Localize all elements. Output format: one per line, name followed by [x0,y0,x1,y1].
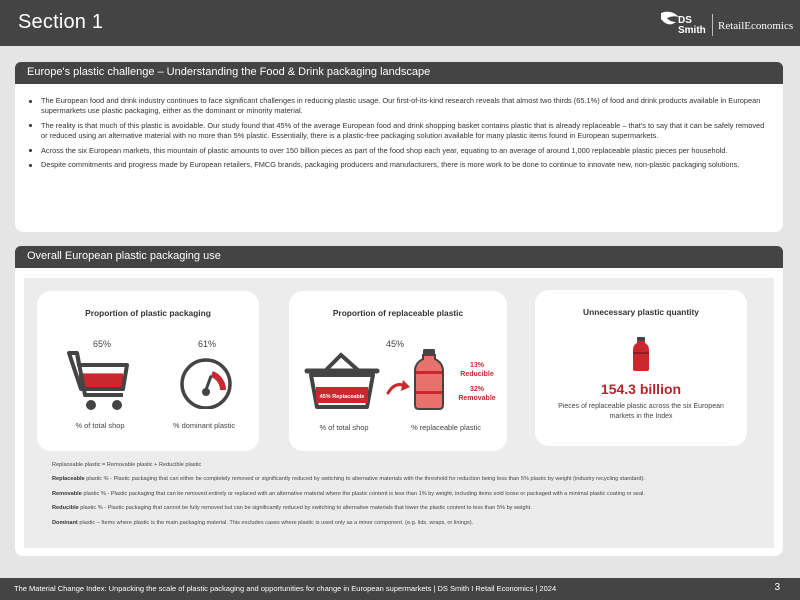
logo-divider [712,14,713,36]
intro-card-header [15,62,783,84]
unnecessary-plastic-description: Pieces of replaceable plastic across the six European markets in the Index [558,403,724,420]
cart-fill-level [79,373,123,389]
definition-text: plastic – Items where plastic is the main packaging material. This excludes cases where plastic is used only as a minor component. (e.g. lids, wraps, or linings). [77,519,474,526]
usage-heading: Overall European plastic packaging use [27,250,221,262]
unnecessary-plastic-tile [535,290,747,446]
definition-term: Replaceable [52,476,85,483]
plastic-bottle-icon [413,347,445,411]
intro-heading: Europe's plastic challenge – Understanding the Food & Drink packaging landscape [27,66,431,78]
definition-replaceable [52,476,772,483]
replaceable-proportion-tile [289,291,507,451]
definition-term: Removable [52,490,82,497]
definition-removable [52,491,772,498]
shopping-basket-icon [303,349,381,411]
replaceable-percent: 45% [386,339,405,349]
intro-bullet: Across the six European markets, this mountain of plastic amounts to over 150 billion pieces as part of the food shop each year, equating to an average of around 1,000 replaceable plastic pieces per household. [29,146,769,156]
gauge-icon [177,357,235,409]
tile-title: Proportion of plastic packaging [85,308,211,318]
dominant-plastic-caption: % dominant plastic [172,421,236,430]
shopping-cart-icon [67,351,133,413]
definition-dominant [52,520,772,527]
dominant-plastic-percent: 61% [198,339,217,349]
top-bar [0,0,800,46]
replaceable-plastic-caption: % replaceable plastic [411,423,481,432]
tile-title: Unnecessary plastic quantity [583,307,699,317]
intro-bullet: The reality is that much of this plastic is avoidable. Our study found that 45% of the average European food and drink shopping basket contains plastic that is already replaceable – that's to say that it can be safely removed or reduced using an alternative material with no more than 5% plastic. Essentially, there is a plastic-free packaging solution available for many plastic items found in European supermarkets. [29,121,769,142]
plastic-bottle-icon [632,336,650,372]
curved-arrow-icon [385,377,413,399]
intro-card [15,62,783,232]
page-number: 3 [774,582,780,593]
unnecessary-plastic-value: 154.3 billion [600,381,682,397]
reducible-label: 13% Reducible [460,362,494,378]
definition-text: plastic % - Plastic packaging that can either be completely removed or significantly reduced by switching to alternative materials with the threshold for reduction being less than 5% plastic by weight (industry recycling standard). [84,476,645,483]
total-shop-percent: 65% [93,339,112,349]
retail-economics-logo: RetailEconomics [718,20,794,32]
tile-title: Proportion of replaceable plastic [332,308,464,318]
total-shop-caption: % of total shop [319,423,369,432]
ds-logo-line1: DS [678,15,692,26]
definition-term: Reducible [52,505,79,512]
intro-bullet-list [29,96,769,174]
definitions-block [52,462,772,534]
footer-text: The Material Change Index: Unpacking the scale of plastic packaging and opportunities for change in European supermarkets | DS Smith I Retail Economics | 2024 [14,584,557,593]
section-title: Section 1 [18,11,104,33]
definition-text: plastic % - Plastic packaging that cannot be fully removed but can be significantly reduced by switching to alternative materials that lower the plastic content to less than 5% by weight. [78,505,532,512]
ds-logo-line2: Smith [678,25,706,36]
ds-smith-logo [660,10,706,38]
usage-card-header [15,246,783,268]
basket-replaceable-label: 45% Replaceable [319,394,365,400]
footer-bar [0,578,800,600]
definition-term: Dominant [52,519,78,526]
intro-bullet: Despite commitments and progress made by European retailers, FMCG brands, packaging producers and manufacturers, there is more work to be done to continue to innovate new, non-plastic packaging solutions. [29,160,769,170]
intro-bullet: The European food and drink industry continues to face significant challenges in reducing plastic usage. Our first-of-its-kind research reveals that almost two thirds (65.1%) of food and drink products available in European supermarkets use plastic packaging, either as the dominant or minority material. [29,96,769,117]
plastic-proportion-tile [37,291,259,451]
definition-formula: Replaceable plastic = Removable plastic + Reducible plastic [52,462,202,468]
definition-reducible [52,505,772,512]
removable-label: 32% Removable [458,386,496,402]
total-shop-caption: % of total shop [75,421,125,430]
definition-text: plastic % - Plastic packaging that can be removed entirely or replaced with an alternative material where the plastic content is less than 1% by weight, including items sold loose or packaged with a minimal plastic coating or seal. [81,490,645,497]
